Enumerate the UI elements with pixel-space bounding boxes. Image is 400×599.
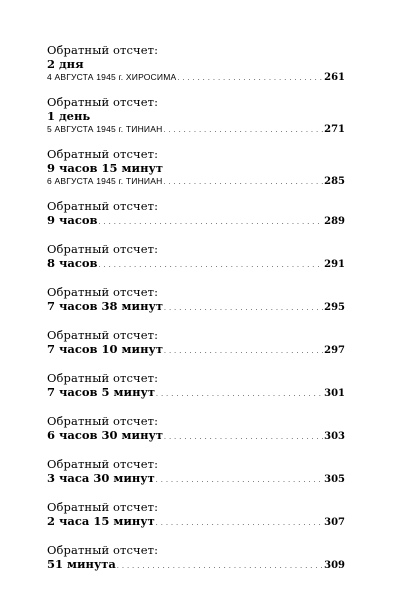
entry-title-line	[47, 428, 345, 445]
entry-title: 2 дня	[47, 57, 84, 71]
toc-entry[interactable]	[47, 414, 345, 445]
dot-leader	[164, 431, 323, 445]
entry-heading: Обратный отсчет:	[47, 500, 159, 514]
entry-heading: Обратный отсчет:	[47, 414, 159, 428]
entry-title: 3 часа 30 минут	[47, 471, 155, 485]
entry-heading: Обратный отсчет:	[47, 199, 159, 213]
entry-heading: Обратный отсчет:	[47, 95, 159, 109]
dot-leader	[163, 179, 323, 186]
toc-entry[interactable]	[47, 457, 345, 488]
entry-title: 6 часов 30 минут	[47, 428, 163, 442]
page-number: 295	[324, 302, 345, 313]
entry-heading: Обратный отсчет:	[47, 543, 159, 557]
page-number: 297	[324, 345, 345, 356]
page-number: 291	[324, 259, 345, 270]
toc-entry[interactable]	[47, 500, 345, 531]
page-number: 305	[324, 474, 345, 485]
dot-leader	[99, 259, 324, 273]
entry-title: 8 часов	[47, 256, 98, 270]
dot-leader	[163, 127, 323, 134]
entry-heading: Обратный отсчет:	[47, 457, 159, 471]
entry-title: 2 часа 15 минут	[47, 514, 155, 528]
entry-subtitle-line	[47, 123, 345, 135]
dot-leader	[164, 345, 323, 359]
dot-leader	[99, 216, 324, 230]
entry-title: 51 минута	[47, 557, 116, 571]
entry-title-line	[47, 109, 345, 123]
dot-leader	[156, 388, 323, 402]
page-number: 309	[324, 560, 345, 571]
entry-title-line	[47, 342, 345, 359]
page-number: 289	[324, 216, 345, 227]
entry-subtitle-line	[47, 71, 345, 83]
dot-leader	[156, 517, 323, 531]
page-number: 307	[324, 517, 345, 528]
entry-title-line	[47, 514, 345, 531]
dot-leader	[177, 75, 323, 82]
entry-heading: Обратный отсчет:	[47, 147, 159, 161]
table-of-contents	[47, 43, 345, 586]
entry-title: 9 часов	[47, 213, 98, 227]
toc-entry[interactable]	[47, 543, 345, 574]
entry-heading: Обратный отсчет:	[47, 371, 159, 385]
dot-leader	[156, 474, 323, 488]
toc-entry[interactable]	[47, 371, 345, 402]
entry-title-line	[47, 471, 345, 488]
toc-entry[interactable]	[47, 95, 345, 135]
toc-entry[interactable]	[47, 242, 345, 273]
entry-title-line	[47, 161, 345, 175]
entry-subtitle-line	[47, 175, 345, 187]
entry-title: 7 часов 38 минут	[47, 299, 163, 313]
toc-entry[interactable]	[47, 147, 345, 187]
entry-heading: Обратный отсчет:	[47, 285, 159, 299]
entry-title-line	[47, 557, 345, 574]
toc-entry[interactable]	[47, 328, 345, 359]
entry-title: 7 часов 5 минут	[47, 385, 155, 399]
page-number: 285	[324, 176, 345, 187]
dot-leader	[164, 302, 323, 316]
entry-title-line	[47, 57, 345, 71]
entry-subtitle: 5 АВГУСТА 1945 г. ТИНИАН	[47, 124, 163, 134]
entry-title: 1 день	[47, 109, 91, 123]
toc-entry[interactable]	[47, 285, 345, 316]
dot-leader	[117, 560, 323, 574]
entry-heading: Обратный отсчет:	[47, 328, 159, 342]
entry-title: 9 часов 15 минут	[47, 161, 163, 175]
entry-title-line	[47, 213, 345, 230]
entry-subtitle: 4 АВГУСТА 1945 г. ХИРОСИМА	[47, 72, 177, 82]
entry-title-line	[47, 299, 345, 316]
entry-subtitle: 6 АВГУСТА 1945 г. ТИНИАН	[47, 176, 163, 186]
toc-entry[interactable]	[47, 43, 345, 83]
toc-entry[interactable]	[47, 199, 345, 230]
entry-heading: Обратный отсчет:	[47, 242, 159, 256]
entry-title-line	[47, 256, 345, 273]
page-number: 301	[324, 388, 345, 399]
entry-title-line	[47, 385, 345, 402]
page-number: 261	[324, 72, 345, 83]
page-number: 303	[324, 431, 345, 442]
entry-heading: Обратный отсчет:	[47, 43, 159, 57]
entry-title: 7 часов 10 минут	[47, 342, 163, 356]
page-number: 271	[324, 124, 345, 135]
